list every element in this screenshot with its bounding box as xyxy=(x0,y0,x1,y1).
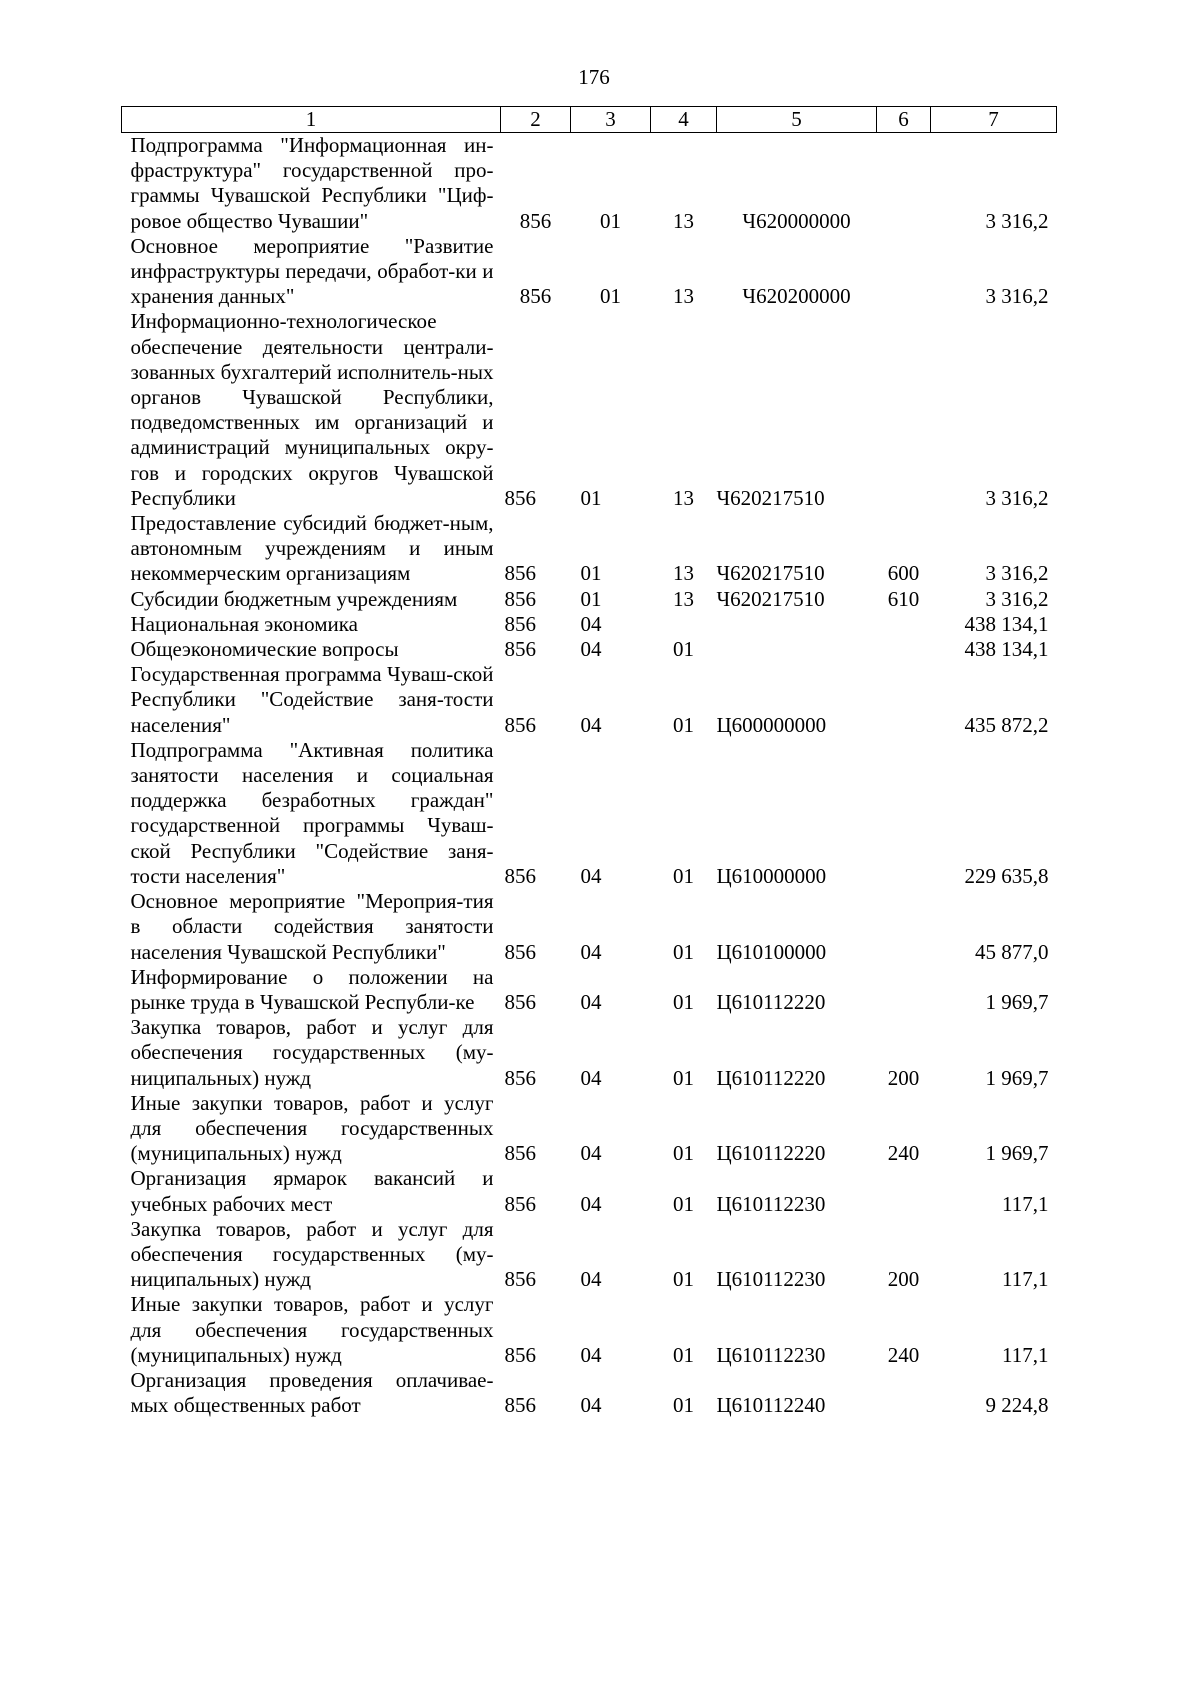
cell-subsection-code: 13 xyxy=(673,284,694,309)
cell-ministry-code: 856 xyxy=(504,712,536,737)
cell-amount: 1 969,7 xyxy=(985,1065,1049,1090)
cell-ministry-code: 856 xyxy=(519,208,552,233)
cell-target-item: Ц610112230 xyxy=(716,1342,826,1367)
cell-subsection-code: 01 xyxy=(673,863,694,888)
cell-expense-type: 600 xyxy=(887,561,920,586)
table-row xyxy=(122,1368,1057,1418)
cell-subsection-code xyxy=(651,612,717,637)
column-header-4: 4 xyxy=(651,107,717,133)
cell-ministry-code: 856 xyxy=(504,1267,536,1292)
cell-amount: 3 316,2 xyxy=(985,561,1049,586)
cell-ministry-code: 856 xyxy=(504,611,536,636)
cell-target-item xyxy=(717,612,877,637)
cell-expense-type: 240 xyxy=(887,1141,920,1166)
table-row xyxy=(122,612,1057,637)
row-name: Субсидии бюджетным учреждениям xyxy=(130,586,458,611)
table-row xyxy=(122,965,1057,1015)
row-name: Основное мероприятие "Развитие инфраструктуры передачи, обработ-ки и хранения данных" xyxy=(130,233,494,309)
row-name: Национальная экономика xyxy=(130,611,358,636)
cell-section-code: 01 xyxy=(580,561,602,586)
cell-subsection-code: 13 xyxy=(673,485,694,510)
cell-subsection-code: 01 xyxy=(673,989,694,1014)
cell-section-code: 04 xyxy=(580,712,602,737)
cell-section-code: 04 xyxy=(580,1393,602,1418)
cell-target-item: Ч620217510 xyxy=(716,561,825,586)
cell-target-item: Ц610112220 xyxy=(716,1141,826,1166)
table-row xyxy=(122,1217,1057,1293)
cell-ministry-code: 856 xyxy=(504,1065,536,1090)
cell-target-item xyxy=(717,637,877,662)
cell-amount: 229 635,8 xyxy=(964,863,1049,888)
cell-amount: 3 316,2 xyxy=(985,208,1049,233)
table-body xyxy=(122,133,1057,1419)
cell-target-item: Ц610000000 xyxy=(716,863,827,888)
cell-expense-type xyxy=(877,738,931,889)
row-name: Основное мероприятие "Мероприя-тия в области содействия занятости населения Чувашской Республики" xyxy=(130,889,494,964)
cell-expense-type xyxy=(877,637,931,662)
cell-expense-type: 610 xyxy=(887,586,920,611)
cell-amount: 3 316,2 xyxy=(985,586,1049,611)
table-row xyxy=(122,662,1057,738)
cell-section-code: 04 xyxy=(580,1065,602,1090)
cell-target-item: Ч620000000 xyxy=(742,208,851,233)
cell-target-item: Ц610112220 xyxy=(716,989,826,1014)
cell-amount: 438 134,1 xyxy=(964,611,1049,636)
row-name: Подпрограмма "Информационная ин-фраструктура" государственной про-граммы Чувашской Республики "Циф-ровое общество Чувашии" xyxy=(130,133,494,233)
cell-section-code: 04 xyxy=(580,863,602,888)
row-name: Организация ярмарок вакансий и учебных рабочих мест xyxy=(130,1166,494,1216)
cell-expense-type xyxy=(877,662,931,738)
table-row xyxy=(122,1091,1057,1167)
cell-expense-type xyxy=(877,889,931,965)
table-row xyxy=(122,738,1057,889)
cell-target-item: Ч620217510 xyxy=(716,485,825,510)
table-row xyxy=(122,889,1057,965)
row-name: Государственная программа Чуваш-ской Республики "Содействие заня-тости населения" xyxy=(130,662,494,737)
table-header xyxy=(122,107,1057,133)
row-name: Подпрограмма "Активная политика занятости населения и социальная поддержка безработных граждан" государственной программы Чуваш-ской Республики "Содействие заня-тости населения" xyxy=(130,737,494,888)
cell-amount: 45 877,0 xyxy=(975,939,1049,964)
cell-subsection-code: 01 xyxy=(673,1191,694,1216)
cell-subsection-code: 01 xyxy=(673,1342,694,1367)
cell-target-item: Ц610100000 xyxy=(716,939,827,964)
row-name: Информирование о положении на рынке труда в Чувашской Республи-ке xyxy=(130,964,494,1014)
cell-expense-type: 240 xyxy=(887,1342,920,1367)
cell-target-item: Ц610112230 xyxy=(716,1191,826,1216)
cell-amount: 1 969,7 xyxy=(985,1141,1049,1166)
cell-target-item: Ч620217510 xyxy=(716,586,825,611)
cell-section-code: 01 xyxy=(600,208,621,233)
row-name: Иные закупки товаров, работ и услуг для обеспечения государственных (муниципальных) нужд xyxy=(130,1292,494,1367)
cell-section-code: 04 xyxy=(580,611,602,636)
cell-amount: 9 224,8 xyxy=(985,1393,1049,1418)
table-row xyxy=(122,587,1057,612)
cell-subsection-code: 01 xyxy=(673,1065,694,1090)
cell-subsection-code: 13 xyxy=(673,208,694,233)
cell-ministry-code: 856 xyxy=(519,284,552,309)
cell-ministry-code: 856 xyxy=(504,1191,536,1216)
cell-ministry-code: 856 xyxy=(504,863,536,888)
table-row xyxy=(122,234,1057,310)
column-header-7: 7 xyxy=(931,107,1057,133)
column-header-3: 3 xyxy=(571,107,651,133)
table-row xyxy=(122,1015,1057,1091)
cell-expense-type xyxy=(877,1368,931,1418)
cell-subsection-code: 01 xyxy=(673,637,694,662)
cell-expense-type: 200 xyxy=(887,1065,920,1090)
table-row xyxy=(122,637,1057,662)
cell-ministry-code: 856 xyxy=(504,561,536,586)
row-name: Закупка товаров, работ и услуг для обеспечения государственных (му-ниципальных) нужд xyxy=(130,1216,494,1292)
cell-section-code: 04 xyxy=(580,1267,602,1292)
table-row xyxy=(122,511,1057,587)
cell-amount: 435 872,2 xyxy=(964,712,1049,737)
cell-expense-type xyxy=(877,133,931,234)
cell-section-code: 04 xyxy=(580,1191,602,1216)
column-header-6: 6 xyxy=(877,107,931,133)
cell-ministry-code: 856 xyxy=(504,637,536,662)
cell-section-code: 04 xyxy=(580,1141,602,1166)
cell-ministry-code: 856 xyxy=(504,1393,536,1418)
cell-amount: 438 134,1 xyxy=(964,637,1049,662)
row-name: Организация проведения оплачивае-мых общественных работ xyxy=(130,1367,494,1418)
budget-table xyxy=(121,106,1057,1418)
column-header-5: 5 xyxy=(717,107,877,133)
row-name: Иные закупки товаров, работ и услуг для обеспечения государственных (муниципальных) нужд xyxy=(130,1090,494,1166)
cell-subsection-code: 01 xyxy=(673,1393,694,1418)
table-row xyxy=(122,133,1057,234)
cell-section-code: 04 xyxy=(580,637,602,662)
cell-subsection-code: 01 xyxy=(673,712,694,737)
cell-amount: 117,1 xyxy=(1002,1191,1049,1216)
cell-ministry-code: 856 xyxy=(504,586,536,611)
header-row xyxy=(122,107,1057,133)
cell-subsection-code: 01 xyxy=(673,1141,694,1166)
cell-section-code: 04 xyxy=(580,989,602,1014)
cell-section-code: 04 xyxy=(580,939,602,964)
cell-section-code: 01 xyxy=(600,284,621,309)
table-row xyxy=(122,309,1057,511)
page-number: 176 xyxy=(578,65,610,89)
table-row xyxy=(122,1166,1057,1216)
cell-subsection-code: 13 xyxy=(673,586,694,611)
cell-expense-type xyxy=(877,612,931,637)
cell-amount: 1 969,7 xyxy=(985,989,1049,1014)
cell-subsection-code: 01 xyxy=(673,939,694,964)
column-header-2: 2 xyxy=(501,107,571,133)
cell-target-item: Ц610112230 xyxy=(716,1267,826,1292)
cell-section-code: 01 xyxy=(580,485,602,510)
cell-expense-type xyxy=(877,234,931,310)
table-row xyxy=(122,1292,1057,1368)
cell-ministry-code: 856 xyxy=(504,1342,536,1367)
row-name: Информационно-технологическое обеспечение деятельности централи-зованных бухгалтерий исполнитель-ных органов Чувашской Республики, подведомственных им организаций и администраций муниципальных окру-гов и городских округов Чувашской Республики xyxy=(130,309,494,510)
cell-amount: 117,1 xyxy=(1002,1267,1049,1292)
column-header-1: 1 xyxy=(122,107,501,133)
row-name: Закупка товаров, работ и услуг для обеспечения государственных (му-ниципальных) нужд xyxy=(130,1015,494,1090)
row-name: Общеэкономические вопросы xyxy=(130,637,399,662)
cell-section-code: 01 xyxy=(580,586,602,611)
cell-amount: 117,1 xyxy=(1002,1342,1049,1367)
row-name: Предоставление субсидий бюджет-ным, автономным учреждениям и иным некоммерческим организациям xyxy=(130,511,494,586)
cell-expense-type xyxy=(877,309,931,511)
cell-target-item: Ц600000000 xyxy=(716,712,827,737)
cell-subsection-code: 13 xyxy=(673,561,694,586)
cell-ministry-code: 856 xyxy=(504,485,536,510)
cell-target-item: Ц610112220 xyxy=(716,1065,826,1090)
cell-amount: 3 316,2 xyxy=(985,284,1049,309)
cell-section-code: 04 xyxy=(580,1342,602,1367)
cell-expense-type xyxy=(877,1166,931,1216)
cell-target-item: Ц610112240 xyxy=(716,1393,826,1418)
cell-ministry-code: 856 xyxy=(504,939,536,964)
cell-target-item: Ч620200000 xyxy=(742,284,851,309)
cell-subsection-code: 01 xyxy=(673,1267,694,1292)
cell-ministry-code: 856 xyxy=(504,1141,536,1166)
cell-expense-type: 200 xyxy=(887,1267,920,1292)
cell-amount: 3 316,2 xyxy=(985,485,1049,510)
cell-expense-type xyxy=(877,965,931,1015)
cell-ministry-code: 856 xyxy=(504,989,536,1014)
